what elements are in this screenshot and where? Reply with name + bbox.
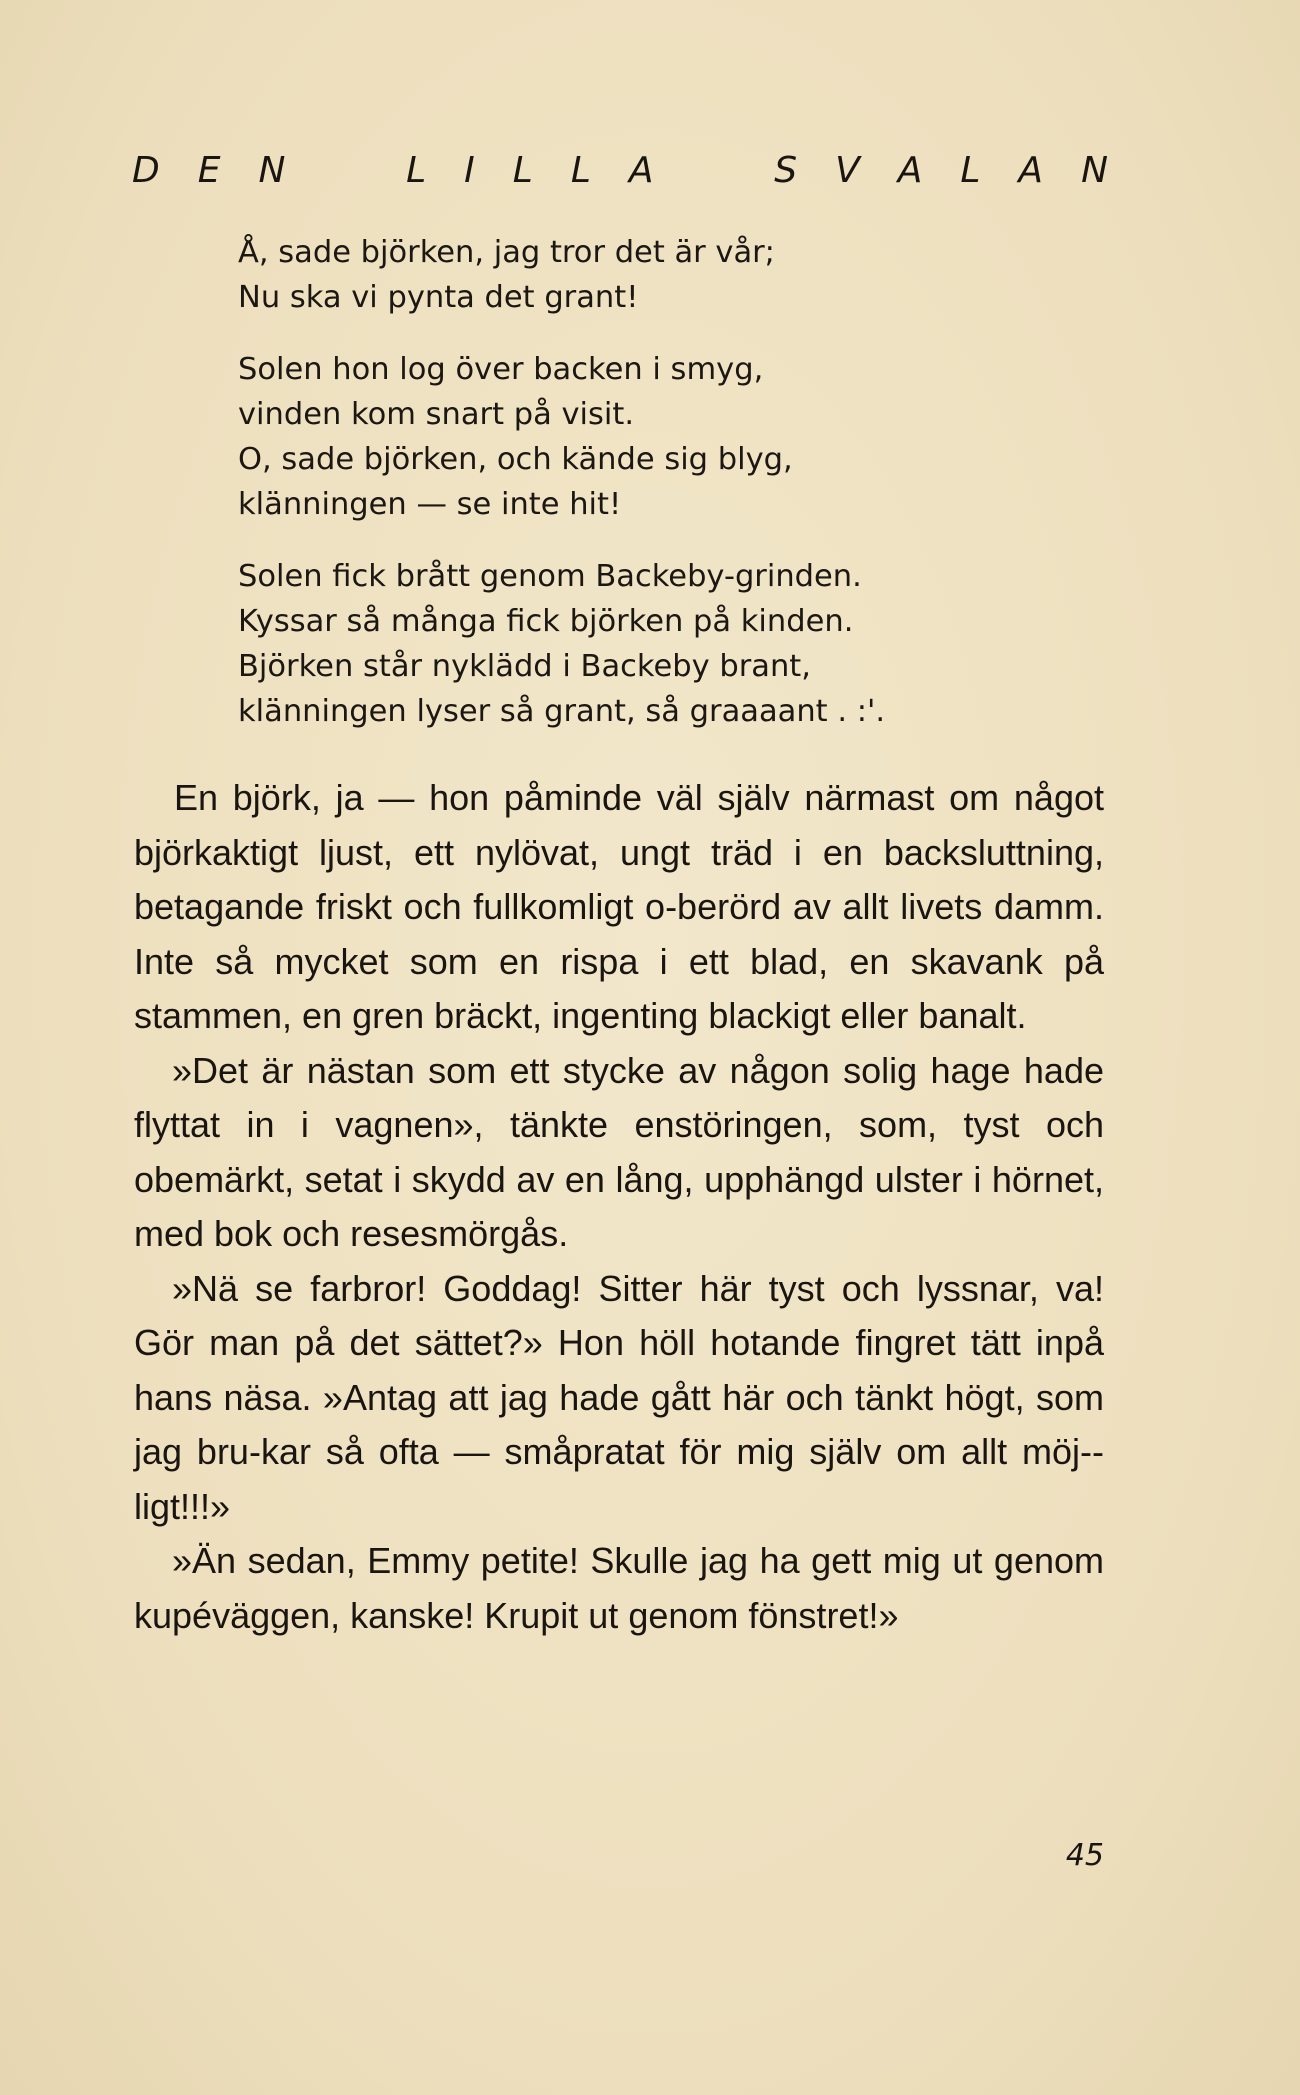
prose-paragraph: »Än sedan, Emmy petite! Skulle jag ha gett mig ut genom kupéväggen, kanske! Krupit ut genom fönstret!»: [134, 1540, 1104, 1636]
running-head-word-3: [774, 150, 1108, 191]
prose-body: [134, 771, 1104, 1643]
running-head-letter: L: [406, 150, 427, 191]
poem-stanza-1: [238, 230, 998, 320]
poem-line: vinden kom snart på visit.: [238, 397, 635, 432]
running-head-letter: D: [132, 150, 160, 191]
running-head: [132, 150, 1108, 191]
running-head-word-1: [132, 150, 285, 191]
poem-line: klänningen — se inte hit!: [238, 487, 622, 522]
running-head-letter: I: [464, 150, 475, 191]
prose-paragraph: »Nä se farbror! Goddag! Sitter här tyst och lyssnar, va! Gör man på det sättet?» Hon höll hotande fingret tätt inpå hans näsa. »Antag att jag hade gått här och tänkt högt, som jag bru-kar så ofta — småpratat för mig själv om allt möj-ligt!!!»: [134, 1267, 1104, 1527]
running-head-letter: A: [1018, 150, 1044, 191]
running-head-letter: N: [1081, 150, 1108, 191]
running-head-letter: S: [774, 150, 798, 191]
poem-line: Solen hon log över backen i smyg,: [238, 352, 764, 387]
running-head-letter: E: [197, 150, 221, 191]
poem-line: klänningen lyser så grant, så graaaant . :'.: [238, 694, 886, 729]
poem-line: Solen fick brått genom Backeby-grinden.: [238, 559, 862, 594]
running-head-letter: N: [258, 150, 286, 191]
poem-line: O, sade björken, och kände sig blyg,: [238, 442, 793, 477]
running-head-letter: A: [628, 150, 654, 191]
poem-line: Nu ska vi pynta det grant!: [238, 280, 639, 315]
prose-paragraph: En björk, ja — hon påminde väl själv närmast om något björkaktigt ljust, ett nylövat, ungt träd i en backsluttning, betagande friskt och fullkomligt o-berörd av allt livets damm. Inte så mycket som en rispa i ett blad, en skavank på stammen, en gren bräckt, ingenting blackigt eller banalt.: [134, 777, 1104, 1036]
prose-paragraph: »Det är nästan som ett stycke av någon solig hage hade flyttat in i vagnen», tänkte enstöringen, som, tyst och obemärkt, setat i skydd av en lång, upphängd ulster i hörnet, med bok och resesmörgås.: [134, 1049, 1104, 1254]
page-number: 45: [1065, 1838, 1104, 1873]
running-head-letter: A: [897, 150, 923, 191]
poem-line: Å, sade björken, jag tror det är vår;: [238, 235, 775, 270]
running-head-letter: V: [835, 150, 860, 191]
running-head-word-2: [406, 150, 653, 191]
running-head-letter: L: [960, 150, 981, 191]
poem: [238, 230, 998, 761]
running-head-letter: L: [570, 150, 591, 191]
poem-line: Björken står nyklädd i Backeby brant,: [238, 649, 811, 684]
poem-stanza-2: [238, 347, 998, 527]
running-head-letter: L: [512, 150, 533, 191]
poem-stanza-3: [238, 554, 998, 734]
poem-line: Kyssar så många fick björken på kinden.: [238, 604, 854, 639]
